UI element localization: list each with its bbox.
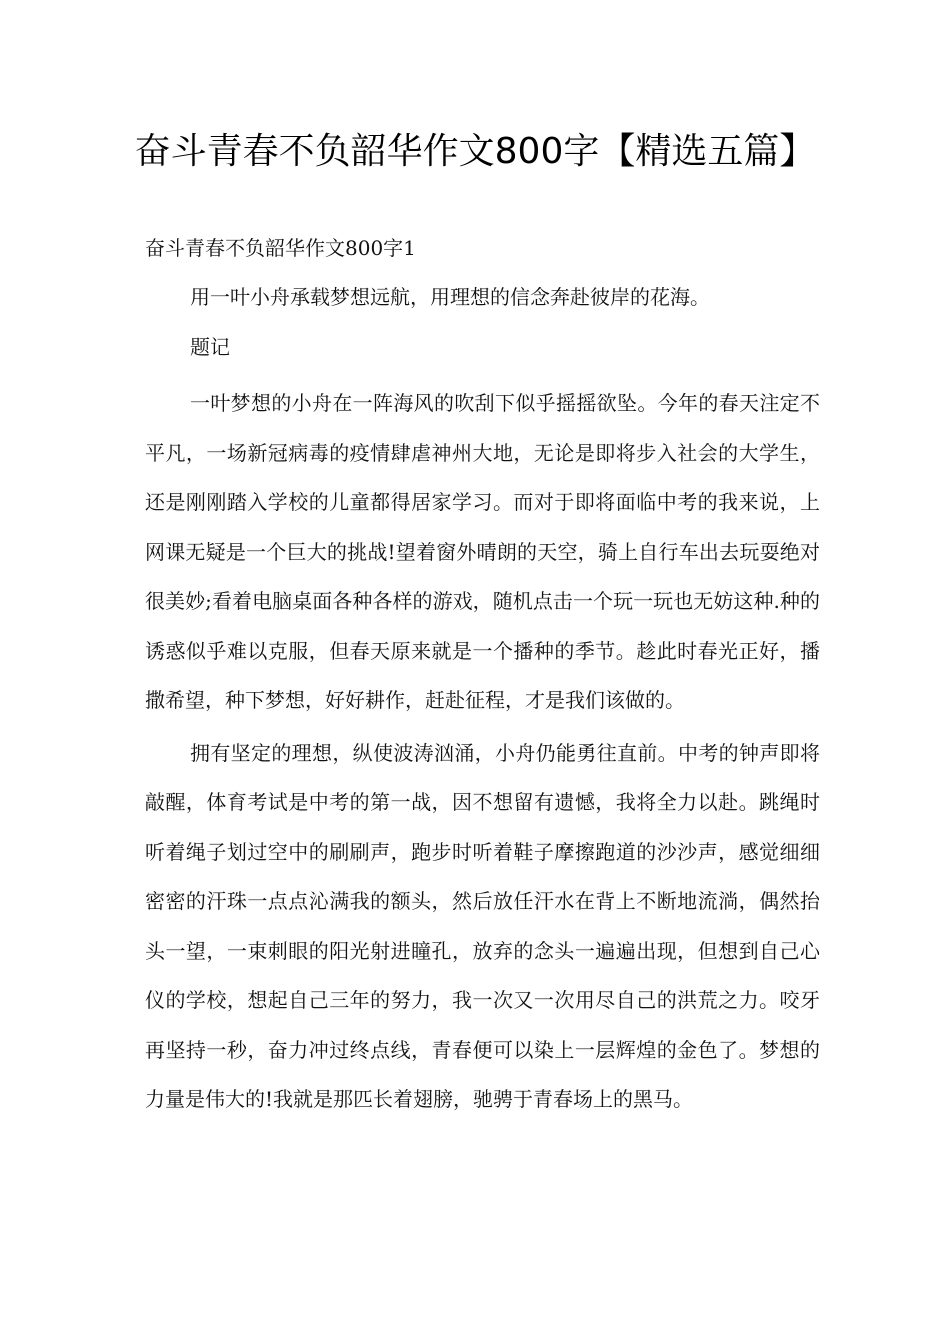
paragraph-intro: 用一叶小舟承载梦想远航，用理想的信念奔赴彼岸的花海。 [190,285,710,309]
document-body [145,230,820,1128]
section-heading: 奋斗青春不负韶华作文800字1 [145,236,416,260]
paragraph-sports-exam: 拥有坚定的理想，纵使波涛汹涌，小舟仍能勇往直前。中考的钟声即将敲醒，体育考试是中考的第一战，因不想留有遗憾，我将全力以赴。跳绳时听着绳子划过空中的刷刷声，跑步时听着鞋子摩擦跑道的沙沙声，感觉细细密密的汗珠一点点沁满我的额头，然后放任汗水在背上不断地流淌，偶然抬头一望，一束刺眼的阳光射进瞳孔，放弃的念头一遍遍出现，但想到自己心仪的学校，想起自己三年的努力，我一次又一次用尽自己的洪荒之力。咬牙再坚持一秒，奋力冲过终点线，青春便可以染上一层辉煌的金色了。梦想的力量是伟大的!我就是那匹长着翅膀，驰骋于青春场上的黑马。 [145,740,820,1111]
document-title: 奋斗青春不负韶华作文800字【精选五篇】 [134,131,816,172]
paragraph-epigraph-label: 题记 [190,335,230,359]
paragraph-spring: 一叶梦想的小舟在一阵海风的吹刮下似乎摇摇欲坠。今年的春天注定不平凡，一场新冠病毒的疫情肆虐神州大地，无论是即将步入社会的大学生，还是刚刚踏入学校的儿童都得居家学习。而对于即将面临中考的我来说，上网课无疑是一个巨大的挑战!望着窗外晴朗的天空，骑上自行车出去玩耍绝对很美妙;看着电脑桌面各种各样的游戏，随机点击一个玩一玩也无妨这种.种的诱惑似乎难以克服，但春天原来就是一个播种的季节。趁此时春光正好，播撒希望，种下梦想，好好耕作，赶赴征程，才是我们该做的。 [145,391,820,712]
